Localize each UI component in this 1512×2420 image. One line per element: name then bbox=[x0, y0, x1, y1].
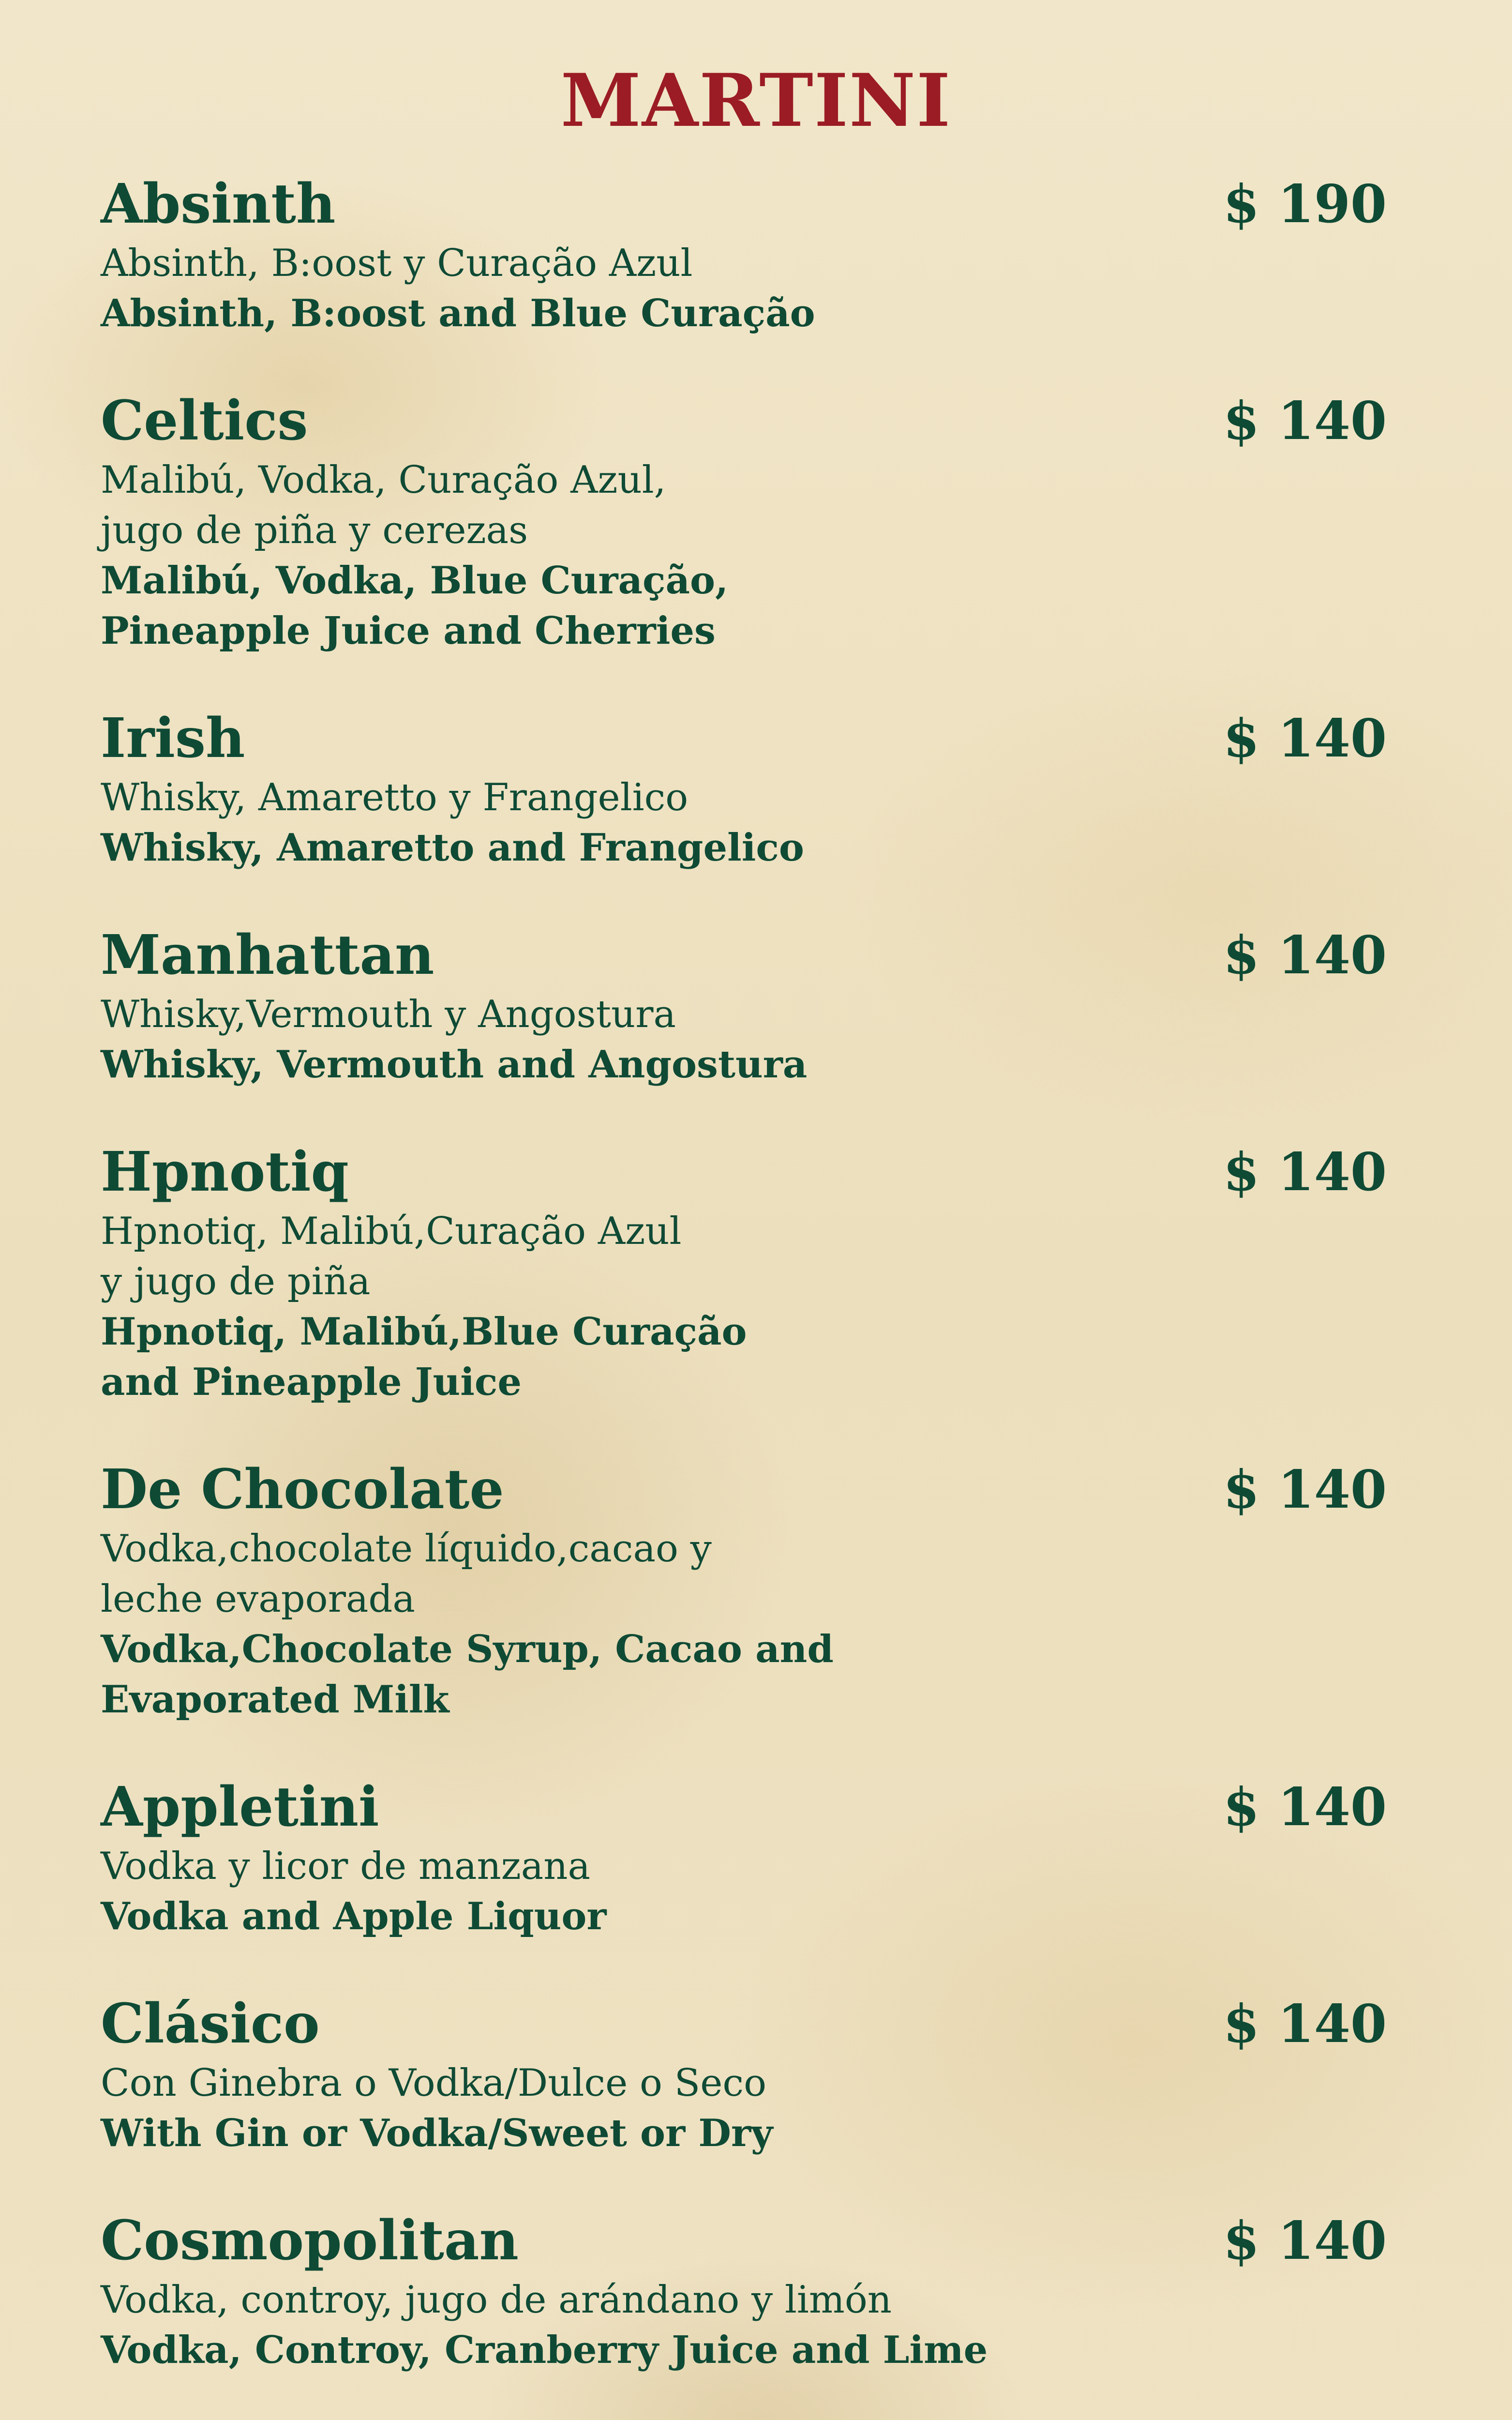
item-name: Cosmopolitan bbox=[101, 2209, 519, 2272]
item-description-es: y jugo de piña bbox=[101, 1260, 371, 1303]
menu-item bbox=[101, 1990, 1387, 2159]
item-price: $ 140 bbox=[1223, 925, 1387, 986]
item-name: Hpnotiq bbox=[101, 1140, 349, 1204]
item-description-es: leche evaporada bbox=[101, 1577, 415, 1621]
item-description-es: Vodka y licor de manzana bbox=[101, 1845, 591, 1888]
item-price: $ 140 bbox=[1223, 708, 1387, 769]
item-description-en: Malibú, Vodka, Blue Curação, bbox=[101, 559, 729, 603]
item-name: Appletini bbox=[101, 1775, 379, 1839]
item-name: De Chocolate bbox=[101, 1458, 504, 1521]
menu-item-list bbox=[101, 170, 1387, 2420]
item-description-en: Vodka,Chocolate Syrup, Cacao and bbox=[101, 1627, 834, 1671]
menu-item bbox=[101, 1773, 1387, 1942]
menu-item bbox=[101, 922, 1387, 1090]
item-description-es: Vodka,chocolate líquido,cacao y bbox=[101, 1527, 712, 1571]
menu-title: MARTINI bbox=[560, 58, 952, 143]
item-name: Absinth bbox=[101, 172, 336, 236]
item-price: $ 140 bbox=[1223, 1459, 1387, 1520]
menu-item bbox=[101, 387, 1387, 656]
item-description-en: Vodka and Apple Liquor bbox=[101, 1894, 607, 1938]
item-name: Manhattan bbox=[101, 923, 434, 987]
item-description-en: Pineapple Juice and Cherries bbox=[101, 609, 716, 653]
item-description-es: Vodka, controy, jugo de arándano y limón bbox=[101, 2278, 892, 2322]
item-description-en: Vodka, Controy, Cranberry Juice and Lime bbox=[101, 2328, 988, 2372]
item-description-es: Con Ginebra o Vodka/Dulce o Seco bbox=[101, 2061, 767, 2105]
item-description-en: Hpnotiq, Malibú,Blue Curação bbox=[101, 1310, 747, 1354]
item-description-es: Whisky,Vermouth y Angostura bbox=[101, 993, 676, 1036]
item-description-en: With Gin or Vodka/Sweet or Dry bbox=[101, 2111, 773, 2155]
item-description-en: and Pineapple Juice bbox=[101, 1360, 522, 1404]
item-price: $ 140 bbox=[1223, 1142, 1387, 1203]
item-price: $ 190 bbox=[1223, 174, 1387, 235]
item-price: $ 140 bbox=[1223, 391, 1387, 452]
item-description-es: Hpnotiq, Malibú,Curação Azul bbox=[101, 1210, 682, 1253]
menu-item bbox=[101, 1456, 1387, 1725]
item-description-en: Whisky, Amaretto and Frangelico bbox=[101, 826, 804, 870]
item-description-es: Whisky, Amaretto y Frangelico bbox=[101, 776, 689, 819]
menu-item bbox=[101, 2207, 1387, 2375]
item-description-es: Malibú, Vodka, Curação Azul, bbox=[101, 458, 666, 502]
item-price: $ 140 bbox=[1223, 1994, 1387, 2055]
menu-item bbox=[101, 705, 1387, 873]
item-description-es: Absinth, B:oost y Curação Azul bbox=[101, 242, 693, 285]
item-price: $ 140 bbox=[1223, 2210, 1387, 2271]
menu-item bbox=[101, 170, 1387, 339]
menu-item bbox=[101, 1138, 1387, 1407]
item-description-en: Evaporated Milk bbox=[101, 1678, 449, 1722]
item-name: Celtics bbox=[101, 389, 308, 453]
item-description-en: Whisky, Vermouth and Angostura bbox=[101, 1043, 808, 1087]
item-price: $ 140 bbox=[1223, 1777, 1387, 1838]
item-name: Clásico bbox=[101, 1992, 320, 2056]
item-description-es: jugo de piña y cerezas bbox=[101, 509, 528, 552]
item-name: Irish bbox=[101, 707, 245, 770]
item-description-en: Absinth, B:oost and Blue Curação bbox=[101, 291, 815, 335]
